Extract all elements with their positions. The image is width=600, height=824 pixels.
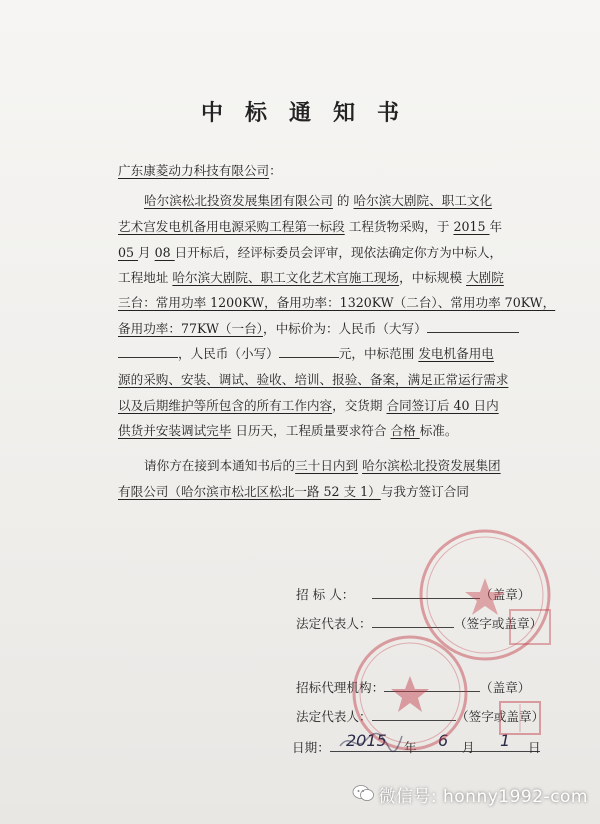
fill-in-blank — [279, 345, 339, 358]
body-text: 月 — [138, 245, 155, 260]
addressee-line — [118, 160, 282, 179]
filled-value: 哈尔滨大剧院、职工文化 — [353, 193, 493, 208]
rep-name-stamp — [498, 700, 542, 736]
filled-value: 供货并安装调试完毕 — [118, 423, 232, 438]
body-text: 请你方在接到本通知书后的 — [144, 458, 296, 473]
body-text: ，中标规模 — [399, 270, 467, 285]
agency-rep-label: 法定代表人： — [296, 709, 372, 724]
date-month: 6 — [438, 731, 449, 750]
filled-value: 合格 — [390, 423, 420, 438]
filled-value: 艺术宫发电机备用电源采购工程第一标段 — [118, 219, 345, 234]
legal-rep-note: （签字或盖章） — [454, 616, 543, 631]
filled-value: 三台：常用功率 1200KW，备用功率：1320KW（二台）、常用功率 70KW， — [118, 295, 556, 310]
agency-note: （盖章） — [480, 680, 531, 695]
body-text: ，人民币（小写） — [178, 346, 279, 361]
fill-in-blank — [427, 320, 519, 333]
fill-in-blank — [118, 345, 178, 358]
tenderer-note: （盖章） — [480, 587, 531, 602]
body-text: 日开标后，经评标委员会评审，现依法确定你方为中标人， — [174, 245, 503, 260]
filled-value: 05 — [118, 245, 139, 260]
body-text: 元，中标范围 — [338, 346, 419, 361]
filled-value: 哈尔滨大剧院、职工文化艺术宫施工现场 — [172, 270, 400, 285]
body-line — [118, 318, 519, 337]
date-day-unit: 日 — [528, 740, 541, 755]
body-line — [118, 216, 502, 235]
body-text: 与我方签订合同 — [380, 484, 469, 499]
body-text: 年 — [489, 219, 503, 234]
body-line — [118, 267, 504, 286]
body-text: 标准。 — [419, 423, 458, 438]
legal-rep-label: 法定代表人： — [296, 616, 372, 631]
tenderer-label: 招 标 人： — [296, 587, 355, 602]
filled-value: 备用功率：77KW（一台） — [118, 321, 263, 336]
filled-value: 08 — [154, 245, 175, 260]
body-text: 工程地址 — [118, 270, 173, 285]
watermark: 微信号: honny1992-com — [378, 787, 588, 807]
body-line — [118, 420, 457, 439]
filled-value: 以及后期维护等所包含的所有工作内容 — [118, 398, 333, 413]
body-line — [118, 395, 499, 414]
body-text: ，交货期 — [332, 398, 387, 413]
body-text: 日历天，工程质量要求符合 — [231, 423, 391, 438]
date-day: 1 — [500, 731, 511, 750]
filled-value: 三十日内到 — [295, 458, 359, 473]
date-year-unit: 年 — [404, 740, 417, 755]
addressee-suffix: ： — [269, 163, 282, 178]
filled-value: 大剧院 — [466, 270, 504, 285]
body-text: ，中标价为：人民币（大写） — [262, 321, 427, 336]
date-month-unit: 月 — [462, 740, 475, 755]
filled-value: 源的采购、安装、调试、验收、培训、报验、备案，满足正常运行需求 — [118, 372, 509, 387]
body-line — [144, 190, 492, 209]
body-line — [118, 343, 494, 362]
wechat-icon — [352, 784, 374, 802]
body-line — [144, 455, 501, 474]
agency-label: 招标代理机构： — [296, 680, 385, 695]
addressee: 广东康菱动力科技有限公司 — [118, 163, 270, 178]
body-text: 工程货物采购，于 — [344, 219, 454, 234]
agency-rep-note: （签字或盖章） — [456, 709, 545, 724]
body-text: 的 — [332, 193, 354, 208]
body-line — [118, 242, 502, 261]
body-line — [118, 481, 469, 500]
filled-value: 哈尔滨松北投资发展集团 — [362, 458, 501, 473]
filled-value: 合同签订后 40 日内 — [386, 398, 499, 413]
filled-value: 发电机备用电 — [418, 346, 494, 361]
date-signature-stroke — [336, 728, 406, 754]
filled-value: 2015 — [453, 219, 490, 234]
filled-value: 哈尔滨松北投资发展集团有限公司 — [144, 193, 333, 208]
filled-value: 有限公司（哈尔滨市松北区松北一路 52 支 1） — [118, 484, 381, 499]
body-line — [118, 369, 508, 388]
document-title: 中标通知书 — [200, 101, 421, 126]
date-year: 2015 — [346, 731, 387, 750]
date-label: 日期： — [292, 740, 330, 755]
body-line — [118, 292, 555, 311]
